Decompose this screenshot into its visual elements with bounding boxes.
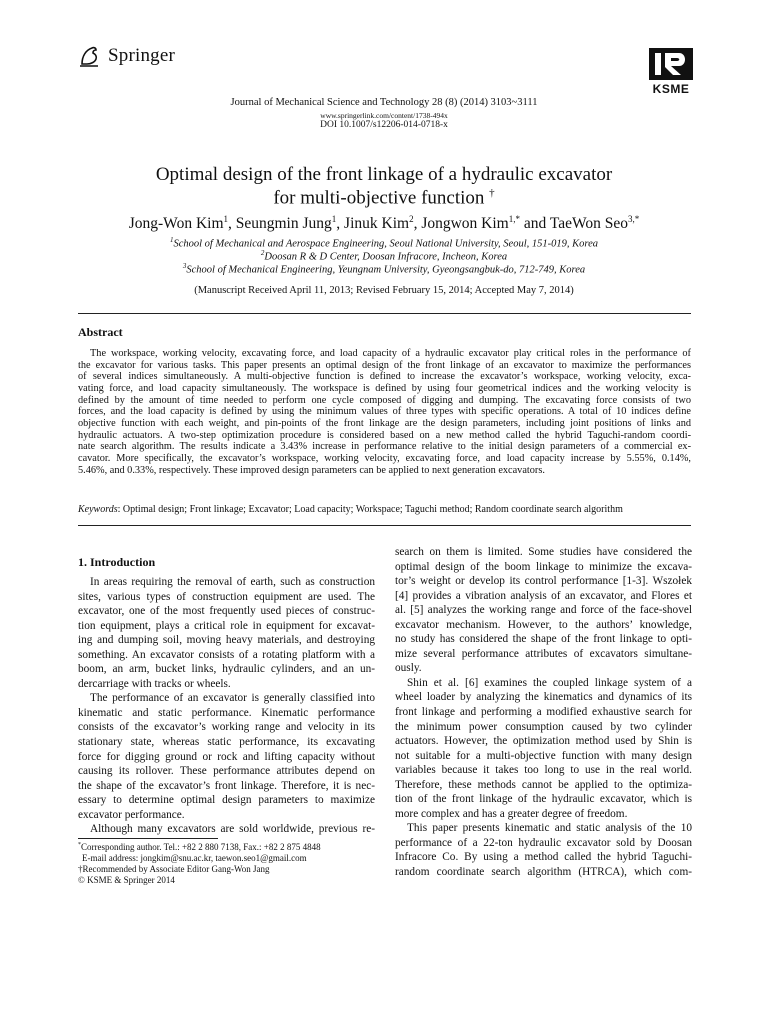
body-line: Although many excavators are sold worldwide, previous re- bbox=[90, 823, 375, 836]
abstract-heading: Abstract bbox=[78, 325, 123, 339]
footnotes bbox=[78, 840, 321, 886]
body-line: Infracore Co. By using a method called the hybrid Taguchi- bbox=[395, 851, 692, 864]
paper-title-line-2 bbox=[0, 187, 768, 209]
affiliation-mark: 3 bbox=[182, 262, 187, 270]
body-line: tion equipment, plays a critical role in equipment for excavat- bbox=[78, 619, 375, 632]
body-line: search on them is limited. Some studies have considered the bbox=[395, 546, 692, 558]
keywords-text: Optimal design; Front linkage; Excavator; Load capacity; Workspace; Taguchi method; Random coordinate search algorithm bbox=[122, 504, 623, 515]
body-line: excavator performance. bbox=[78, 808, 185, 821]
body-line: kinematic and static performance. Kinematic performance bbox=[78, 706, 375, 719]
body-line: tion of the front linkage of the hydraulic excavator, which is bbox=[395, 793, 692, 806]
keywords-label: Keywords bbox=[78, 504, 118, 515]
author-affiliation-mark: 1,* bbox=[508, 214, 520, 224]
body-line: variables because it takes too long to use in the real world. bbox=[395, 764, 692, 777]
right-column bbox=[395, 545, 692, 880]
author-name: Jongwon Kim bbox=[421, 215, 509, 233]
author-affiliation-mark: 2 bbox=[409, 214, 414, 224]
author-list: Jong-Won Kim$^1$, Seungmin Jung$^1$, Jinuk Kim$^2$, Jongwon Kim$^{1,*}$ and TaeWon Seo$^{3,*}$ bbox=[128, 214, 640, 233]
footnote-text: Recommended by Associate Editor Gang-Won Jang bbox=[82, 864, 270, 874]
abstract-line: hydraulic actuators. A two-step optimization procedure is considered based on a new method called the hybrid Taguchi-random coordi- bbox=[78, 429, 691, 441]
abstract-line: The workspace, working velocity, excavating force, and load capacity of a hydraulic excavator play critical roles in the performance of bbox=[90, 348, 691, 359]
abstract-line: objective function with each weight, and pin-points of the front linkage are the design parameters, including joint positions of links and bbox=[78, 417, 691, 429]
body-line: force for digging ground or rock and lifting capacity without bbox=[78, 750, 375, 763]
footnote-text: Corresponding author. Tel.: +82 2 880 7138, Fax.: +82 2 875 4848 bbox=[81, 842, 321, 852]
body-line: excavator mechanism. However, to the authors’ knowledge, bbox=[395, 618, 692, 631]
body-line: essary to determine optimal design parameters to maximize bbox=[78, 794, 375, 807]
affiliation bbox=[0, 249, 768, 263]
abstract-line: forces, and the load capacity is defined by using the minimum values of three types with specific operations. A total of 10 indices define bbox=[78, 406, 691, 418]
section-heading: 1. Introduction bbox=[78, 555, 156, 569]
body-line: not suitable for a multi-objective function with many design bbox=[395, 749, 692, 762]
affiliation-mark: 1 bbox=[169, 236, 174, 244]
body-line: boom, an arm, bucket links, hydraulic cylinders, and an un- bbox=[78, 663, 375, 676]
body-line: performance of a 22-ton hydraulic excavator sold by Doosan bbox=[395, 836, 692, 849]
paper-title-line-2-text: for multi-objective function bbox=[273, 187, 485, 209]
abstract-line: of several indices simultaneously. A multi-objective function is defined to increase the excavator’s workspace, working velocity, exca- bbox=[78, 371, 691, 383]
body-line: excavator, one of the most frequently used pieces of construc- bbox=[78, 605, 375, 618]
author-affiliation-mark: 1 bbox=[223, 214, 228, 224]
body-line: optimal design of the boom linkage to minimize the excava- bbox=[395, 560, 692, 573]
author-name: Jinuk Kim bbox=[344, 215, 410, 233]
manuscript-dates: (Manuscript Received April 11, 2013; Revised February 15, 2014; Accepted May 7, 2014) bbox=[194, 285, 574, 296]
affiliation bbox=[0, 262, 768, 276]
paper-title-line-1: Optimal design of the front linkage of a hydraulic excavator bbox=[155, 164, 613, 185]
footnote-corresponding bbox=[78, 840, 321, 853]
springer-horse-icon bbox=[78, 44, 100, 68]
title-footnote-mark: † bbox=[489, 187, 495, 199]
abstract-line: cavator. More specifically, the excavator’s workspace, working velocity, excavating force, and load capacity increase by 5.55%, 0.14%, bbox=[78, 452, 691, 464]
author-affiliation-mark: 1 bbox=[331, 214, 337, 224]
journal-url[interactable]: www.springerlink.com/content/1738-494x bbox=[320, 111, 448, 120]
affiliation-mark: 2 bbox=[260, 249, 265, 257]
springer-logo bbox=[78, 44, 175, 68]
footnote-copyright: © KSME & Springer 2014 bbox=[78, 875, 175, 885]
body-line: the shape of the excavator’s front linkage. Therefore, it is nec- bbox=[78, 779, 375, 792]
body-line: the minimum power consumption caused by two cylinder bbox=[395, 720, 692, 733]
body-line: This paper presents kinematic and static analysis of the 10 bbox=[407, 822, 692, 835]
abstract-line: nate search algorithm. The results indicate a 3.43% increase in performance relative to the initial design parameters of a commercial ex- bbox=[78, 441, 691, 453]
affiliation-text: Doosan R & D Center, Doosan Infracore, Incheon, Korea bbox=[264, 251, 508, 263]
ksme-logo bbox=[648, 48, 694, 98]
doi[interactable]: DOI 10.1007/s12206-014-0718-x bbox=[320, 120, 448, 130]
journal-citation: Journal of Mechanical Science and Technology 28 (8) (2014) 3103~3111 bbox=[230, 97, 538, 108]
abstract-line: the excavator for various tasks. This paper presents an optimal design of the front linkage of an excavator to maximize the performances bbox=[78, 359, 691, 371]
body-line: something. An excavator consists of a rotating platform with a bbox=[78, 648, 375, 661]
body-line: Therefore, these methods cannot be applied to the optimiza- bbox=[395, 778, 692, 791]
ksme-emblem-icon bbox=[649, 48, 693, 80]
footnote-recommended bbox=[78, 864, 321, 875]
author-name: TaeWon Seo bbox=[549, 215, 629, 233]
left-column bbox=[78, 575, 375, 837]
abstract-line: vating force, and load capacity simultaneously. The workspace is defined by using four geometrical indices and the working velocity is bbox=[78, 382, 691, 394]
body-line: stationary state, whereas static performance, its excavating bbox=[78, 736, 375, 749]
body-line: ously. bbox=[395, 662, 422, 675]
abstract-line: 5.46%, and 0.33%, respectively. These improved design parameters can be applied to next generation excavators. bbox=[78, 464, 545, 476]
affiliation-text: School of Mechanical and Aerospace Engineering, Seoul National University, Seoul, 151-019, Korea bbox=[173, 238, 598, 250]
body-line: actuators. However, the optimization method used by Shin is bbox=[395, 735, 692, 748]
body-line: consists of the excavator’s working range and velocity in its bbox=[78, 721, 375, 734]
footnote-mark: * bbox=[78, 842, 81, 848]
author-name: Seungmin Jung bbox=[235, 215, 332, 233]
publisher-name: Springer bbox=[108, 45, 176, 66]
body-line: wheel loader by analyzing the kinematics and dynamics of its bbox=[395, 691, 692, 704]
body-line: more complex and has a greater degree of freedom. bbox=[395, 807, 628, 820]
divider bbox=[78, 525, 691, 526]
body-line: causing its rollover. These performance attributes depend on bbox=[78, 765, 375, 778]
body-line: Shin et al. [6] examines the coupled linkage system of a bbox=[407, 676, 692, 689]
author-affiliation-mark: 3,* bbox=[628, 214, 640, 224]
body-line: mize several performance attributes of excavators simultane- bbox=[395, 647, 692, 660]
body-line: [4] provides a vibration analysis of an excavator, and Flores et bbox=[395, 589, 692, 602]
body-line: In areas requiring the removal of earth, such as construction bbox=[90, 576, 375, 588]
body-line: dercarriage with tracks or wheels. bbox=[78, 677, 231, 690]
ksme-text: KSME bbox=[652, 82, 690, 96]
body-line: sites, various types of construction equipment are used. The bbox=[78, 590, 375, 603]
footnote-mark: † bbox=[78, 864, 83, 874]
body-line: ing and dumping soil, moving heavy materials, and destroying bbox=[78, 634, 375, 647]
body-line: tor’s weight or develop its control performance [1-3]. Wszołek bbox=[395, 575, 692, 588]
footnote-divider bbox=[78, 838, 218, 839]
affiliation bbox=[0, 236, 768, 250]
author-name: Jong-Won Kim bbox=[128, 215, 224, 233]
footnote-email[interactable]: E-mail address: jongkim@snu.ac.kr, taewon.seo1@gmail.com bbox=[82, 853, 307, 863]
keywords: Keywords: Optimal design; Front linkage; Excavator; Load capacity; Workspace; Taguchi method; Random coordinate search algorithm bbox=[78, 504, 623, 515]
affiliation-text: School of Mechanical Engineering, Yeungnam University, Gyeongsangbuk-do, 712-749, Korea bbox=[186, 264, 586, 276]
divider bbox=[78, 313, 691, 314]
body-line: The performance of an excavator is generally classified into bbox=[90, 692, 375, 705]
body-line: no study has considered the shape of the front linkage to opti- bbox=[395, 633, 692, 646]
body-line: random coordinate search algorithm (HTRCA), which com- bbox=[395, 866, 692, 879]
abstract-body bbox=[78, 348, 691, 476]
abstract-line: defined by the amount of time needed to perform one cycle composed of digging and dumping. The excavating force consists of two bbox=[78, 394, 691, 406]
body-line: front linkage and performing a modified exhaustive search for bbox=[395, 706, 692, 719]
body-line: al. [5] analyzes the working range and force of the face-shovel bbox=[395, 604, 692, 617]
